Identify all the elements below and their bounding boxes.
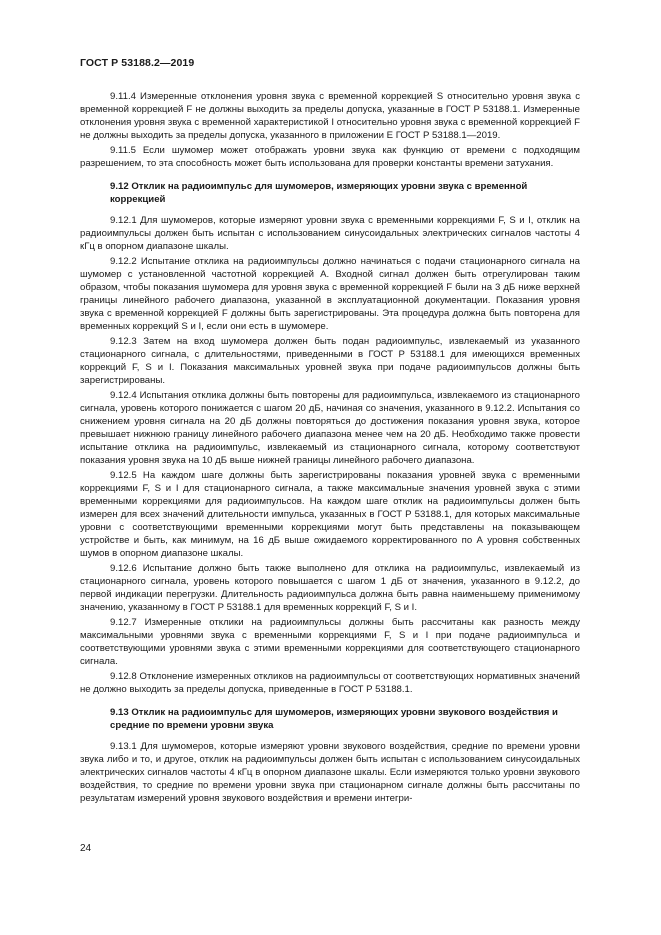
paragraph: 9.12.4 Испытания отклика должны быть повторены для радиоимпульса, извлекаемого из стационарного сигнала, уровень которого понижается с шагом 20 дБ, начиная со значения, указанного в 9.12.2. Испытания со снижением уровня сигнала на 20 дБ должны повторяться до достижения показания уровня звука, которое превышает нижнюю границу линейного рабочего диапазона менее чем на 20 дБ. Необходимо также провести испытание отклика на радиоимпульс, извлекаемый из стационарного сигнала, которому соответствуют показания уровня звука на 10 дБ выше нижней границы линейного рабочего диапазона. bbox=[80, 390, 580, 466]
paragraph: 9.11.4 Измеренные отклонения уровня звука с временной коррекцией S относительно уровня звука с временной коррекцией F не должны выходить за пределы допуска, указанные в ГОСТ Р 53188.1. Измеренные отклонения уровня звука с временной характеристикой I относительно уровня звука с временной коррекцией F не должны выходить за пределы допуска, указанного в приложении Е ГОСТ Р 53188.1—2019. bbox=[80, 91, 580, 141]
paragraph: 9.13.1 Для шумомеров, которые измеряют уровни звукового воздействия, средние по времени уровни звука либо и то, и другое, отклик на радиоимпульсы должен быть испытан с использованием синусоидальных электрических сигналов частоты 4 кГц в опорном диапазоне шкалы. Если измеряются только уровни звукового воздействия, то средние по времени уровни звука при стационарном сигнале должны быть рассчитаны по результатам измерений уровня звукового воздействия и времени интегри- bbox=[80, 741, 580, 804]
paragraph: 9.12.5 На каждом шаге должны быть зарегистрированы показания уровней звука с временными коррекциями F, S и I для стационарного сигнала, а также максимальные значения уровней звука с этими временными коррекциями для радиоимпульсов. На каждом шаге отклик на радиоимпульсы должен быть измерен для всех значений длительности импульса, указанных в ГОСТ Р 53188.1, для которых максимальные уровни с соответствующими временными коррекциями могут быть представлены на показывающем устройстве и быть, как минимум, на 16 дБ выше ожидаемого корректированного по А уровня собственных шумов в опорном диапазоне шкалы. bbox=[80, 470, 580, 559]
paragraph: 9.11.5 Если шумомер может отображать уровни звука как функцию от времени с подходящим разрешением, то эта способность может быть использована для проверки константы времени затухания. bbox=[80, 145, 580, 169]
paragraph: 9.12.7 Измеренные отклики на радиоимпульсы должны быть рассчитаны как разность между максимальными уровнями звука с временными коррекциями F, S и I при подаче радиоимпульса и соответствующими уровнями звука с этими временными коррекциями для соответствующего стационарного сигнала. bbox=[80, 617, 580, 667]
document-header: ГОСТ Р 53188.2—2019 bbox=[80, 57, 195, 69]
paragraph: 9.12.3 Затем на вход шумомера должен быть подан радиоимпульс, извлекаемый из указанного стационарного сигнала, с длительностями, приведенными в ГОСТ Р 53188.1 для имеющихся временных коррекций F, S и I. Показания максимальных уровней звука при подаче радиоимпульсов должны быть зарегистрированы. bbox=[80, 336, 580, 386]
section-heading: 9.12 Отклик на радиоимпульс для шумомеров, измеряющих уровни звука с временной коррекцией bbox=[110, 181, 528, 205]
page-number: 24 bbox=[80, 843, 92, 854]
document-body bbox=[80, 90, 580, 807]
paragraph: 9.12.1 Для шумомеров, которые измеряют уровни звука с временными коррекциями F, S и I, отклик на радиоимпульсы должен быть испытан с использованием синусоидальных электрических сигналов частоты 4 кГц в опорном диапазоне шкалы. bbox=[80, 215, 580, 252]
section-heading: 9.13 Отклик на радиоимпульс для шумомеров, измеряющих уровни звукового воздействия и средние по времени уровни звука bbox=[110, 707, 558, 731]
paragraph: 9.12.2 Испытание отклика на радиоимпульсы должно начинаться с подачи стационарного сигнала на шумомер с установленной частотной коррекцией А. Входной сигнал должен быть отрегулирован таким образом, чтобы показания шумомера для уровня звука с временной коррекцией F были на 3 дБ ниже верхней границы линейного рабочего диапазона, указанной в эксплуатационной документации. Показания уровня звука с временной коррекцией F должны быть зарегистрированы. Эта процедура должна быть повторена для временных коррекций S и I, если они есть в шумомере. bbox=[80, 256, 580, 332]
paragraph: 9.12.6 Испытание должно быть также выполнено для отклика на радиоимпульс, извлекаемый из стационарного сигнала, уровень которого повышается с шагом 1 дБ от значения, указанного в 9.12.2, до первой индикации перегрузки. Длительность радиоимпульса должна быть равна наименьшему применимому значению, указанному в ГОСТ Р 53188.1 для временных коррекций F, S и I. bbox=[80, 563, 580, 613]
paragraph: 9.12.8 Отклонение измеренных откликов на радиоимпульсы от соответствующих нормативных значений не должно выходить за пределы допуска, приведенные в ГОСТ Р 53188.1. bbox=[80, 671, 580, 695]
